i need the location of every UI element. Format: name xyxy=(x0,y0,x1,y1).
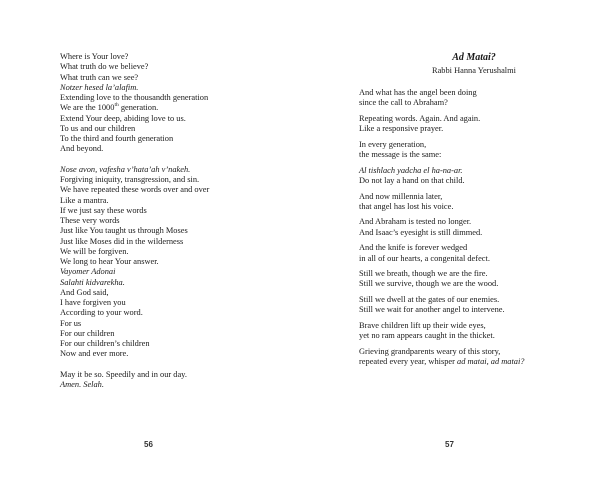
poem-line: What truth can we see? xyxy=(60,72,139,82)
poem-line: Still we survive, though we are the wood. xyxy=(359,279,499,289)
poem-line: For our children’s children xyxy=(60,339,150,348)
poem-line: Still we breath, though we are the fire. xyxy=(359,269,488,279)
poem-line: Like a responsive prayer. xyxy=(359,124,444,134)
poem-stanzas xyxy=(359,88,559,367)
poem-line: To us and our children xyxy=(60,123,136,133)
stanza xyxy=(359,114,559,135)
poem-line: And Abraham is tested no longer. xyxy=(359,217,472,227)
stanza xyxy=(359,243,559,264)
poem-line: What truth do we believe? xyxy=(60,62,149,72)
poem-line: Now and ever more. xyxy=(60,349,129,359)
poem-line: May it be so. Speedily and in our day. xyxy=(60,369,187,379)
poem-line: Just like You taught us through Moses xyxy=(60,226,188,236)
poem-line: Amen. Selah. xyxy=(60,380,104,389)
poem-line: since the call to Abraham? xyxy=(359,98,448,108)
poem-line: yet no ram appears caught in the thicket. xyxy=(359,331,495,341)
poem-line: We are the 1000th generation. xyxy=(60,102,159,113)
page-number-left: 56 xyxy=(144,440,153,449)
poem-line: And beyond. xyxy=(60,144,104,154)
stanza xyxy=(359,295,559,316)
poem-line: We will be forgiven. xyxy=(60,246,129,256)
poem-line: Salahti kidvarekha. xyxy=(60,277,125,287)
poem-title: Ad Matai? xyxy=(452,52,496,63)
stanza xyxy=(359,166,559,187)
stanza-gap xyxy=(60,155,290,165)
poem-line: that angel has lost his voice. xyxy=(359,201,454,211)
poem-line: Vayomer Adonai xyxy=(60,267,116,277)
stanza xyxy=(359,321,559,342)
poem-line: Forgiving iniquity, transgression, and sin. xyxy=(60,175,200,184)
poem-line: And the knife is forever wedged xyxy=(359,243,468,253)
poem-line: Al tishlach yadcha el ha-na-ar. xyxy=(359,165,463,175)
stanza xyxy=(359,217,559,238)
stanza xyxy=(359,269,559,290)
stanza xyxy=(359,88,559,109)
page-number-right: 57 xyxy=(445,440,454,449)
poem-line: And what has the angel been doing xyxy=(359,88,477,97)
left-poem xyxy=(60,52,290,390)
poem-line: And now millennia later, xyxy=(359,191,443,201)
poem-line: We long to hear Your answer. xyxy=(60,257,159,266)
poem-line: In every generation, xyxy=(359,139,427,149)
poem-author: Rabbi Hanna Yerushalmi xyxy=(432,66,516,75)
poem-line: We have repeated these words over and over xyxy=(60,185,210,195)
poem-line: Still we wait for another angel to intervene. xyxy=(359,305,505,315)
poem-line: Just like Moses did in the wilderness xyxy=(60,236,184,246)
stanza xyxy=(359,192,559,213)
poem-line: If we just say these words xyxy=(60,205,147,215)
poem-line: According to your word. xyxy=(60,308,143,318)
poem-line: I have forgiven you xyxy=(60,298,126,307)
poem-line: Extend Your deep, abiding love to us. xyxy=(60,113,186,123)
right-poem xyxy=(359,52,559,373)
poem-line: Like a mantra. xyxy=(60,195,109,205)
stanza xyxy=(359,140,559,161)
poem-line: Notzer hesed la’alafim. xyxy=(60,82,139,92)
right-page xyxy=(300,0,600,480)
poem-line: Still we dwell at the gates of our enemies. xyxy=(359,295,500,305)
poem-line: For our children xyxy=(60,328,115,338)
poem-line: Repeating words. Again. And again. xyxy=(359,113,481,123)
poem-line: Brave children lift up their wide eyes, xyxy=(359,321,486,331)
poem-line: Nose avon, vafesha v’hata’ah v’nakeh. xyxy=(60,164,191,174)
poem-line: Extending love to the thousandth generation xyxy=(60,93,209,102)
poem-line: Where is Your love? xyxy=(60,52,129,61)
poem-line: in all of our hearts, a congenital defect. xyxy=(359,253,490,263)
poem-line: For us xyxy=(60,318,82,328)
poem-line: These very words xyxy=(60,216,120,225)
poem-line: To the third and fourth generation xyxy=(60,134,174,143)
poem-line: the message is the same: xyxy=(359,150,442,160)
poem-line: repeated every year, whisper ad matai, ad matai? xyxy=(359,357,525,367)
poem-line: Do not lay a hand on that child. xyxy=(359,175,465,185)
poem-line: And Isaac’s eyesight is still dimmed. xyxy=(359,227,483,237)
stanza xyxy=(359,347,559,368)
poem-line: And God said, xyxy=(60,287,109,297)
stanza-gap xyxy=(60,360,290,370)
poem-line: Grieving grandparents weary of this story, xyxy=(359,346,501,356)
